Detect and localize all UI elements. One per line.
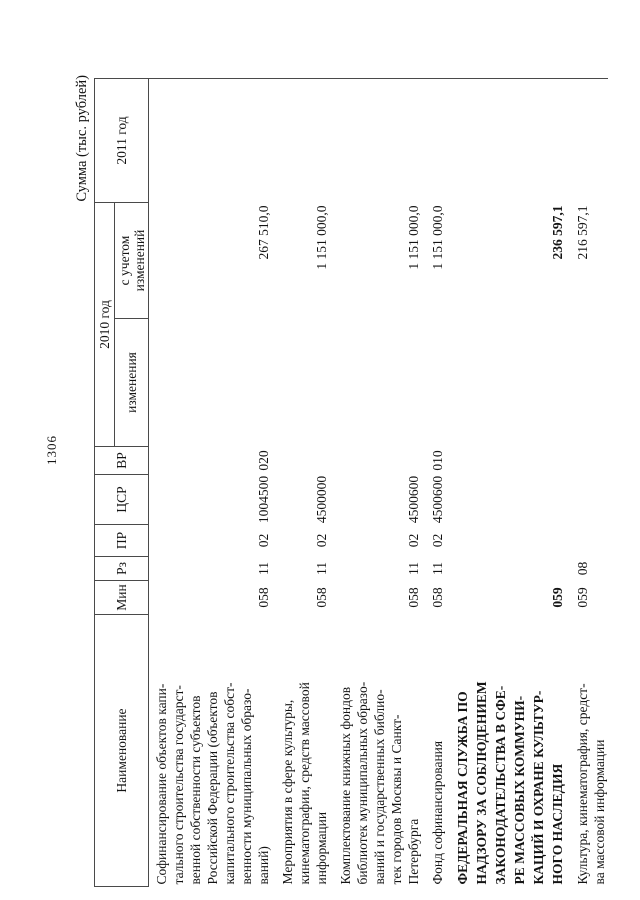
cell-csr [567,475,608,525]
col-header-rz: Рз [95,557,149,581]
cell-with-changes: 236 597,1 [550,205,565,260]
table-header [95,79,149,887]
cell-year-2011 [272,79,330,203]
col-header-csr: ЦСР [95,475,149,525]
cell-changes [330,319,422,447]
cell-vr [446,447,567,475]
cell-year-2011 [330,79,422,203]
cell-csr: 4500600 [406,475,421,524]
col-header-pr: ПР [95,525,149,557]
table-row [330,79,422,887]
cell-min: 059 [575,587,590,608]
cell-min: 058 [256,587,271,608]
cell-rz [446,557,567,581]
col-header-name: Наименование [95,615,149,887]
table-row [446,79,567,887]
cell-changes [567,319,608,447]
cell-min: 058 [406,587,421,608]
cell-with-changes: 1 151 000,0 [430,205,445,270]
cell-rz: 08 [575,561,590,576]
cell-with-changes: 1 151 000,0 [314,205,329,270]
cell-changes [422,319,446,447]
col-header-with-changes: с учетом изменений [115,203,149,319]
page-number: 1306 [44,435,59,465]
cell-vr [272,447,330,475]
cell-csr: 4500600 [430,475,445,524]
col-header-year-2010: 2010 год [95,203,115,447]
cell-min: 059 [550,587,565,608]
cell-rz: 11 [256,562,271,575]
row-name: ФЕДЕРАЛЬНАЯ СЛУЖБА ПО НАДЗОРУ ЗА СОБЛЮДЕНИЕМ ЗАКОНОДАТЕЛЬСТВА В СФЕ- РЕ МАССОВЫХ КОММУНИ- КАЦИЙ И ОХРАНЕ КУЛЬТУР- НОГО НАСЛЕДИЯ [455,681,565,885]
table-row [272,79,330,887]
table-row [149,79,273,887]
col-header-year-2011: 2011 год [95,79,149,203]
budget-table [94,78,608,887]
row-name: Комплектование книжных фондов библиотек муниципальных образо- ваний и государственных библио- тек городов Москвы и Санкт- Петербурга [338,681,421,885]
cell-pr: 02 [430,533,445,548]
cell-year-2011 [149,79,273,203]
row-name: Культура, кинематография, средст- ва массовой информации [575,683,607,885]
cell-rz: 11 [430,562,445,575]
cell-csr: 4500000 [314,475,329,524]
cell-min: 058 [314,587,329,608]
cell-changes [446,319,567,447]
cell-pr: 02 [314,533,329,548]
cell-vr: 020 [256,450,271,471]
cell-with-changes: 216 597,1 [575,205,590,260]
cell-pr [446,525,567,557]
cell-pr: 02 [256,533,271,548]
cell-year-2011 [422,79,446,203]
row-name: Фонд софинансирования [430,740,445,885]
row-name: Мероприятия в сфере культуры, кинематографии, средств массовой информации [280,682,329,885]
cell-rz: 11 [406,562,421,575]
cell-csr: 1004500 [256,475,271,524]
cell-vr [330,447,422,475]
units-label: Сумма (тыс. рублей) [74,75,90,202]
row-name: Софинансирование объектов капи- тального строительства государст- венной собственности субъектов Российской Федерации (объектов капитального строительства собст- венности муниципальных образо- ваний) [154,682,271,885]
cell-with-changes: 267 510,0 [256,205,271,260]
cell-changes [149,319,273,447]
cell-rz: 11 [314,562,329,575]
col-header-changes: изменения [115,319,149,447]
cell-pr [567,525,608,557]
cell-pr: 02 [406,533,421,548]
cell-vr: 010 [430,450,445,471]
cell-min: 058 [430,587,445,608]
table-row [567,79,608,887]
cell-csr [446,475,567,525]
col-header-min: Мин [95,581,149,615]
cell-year-2011 [567,79,608,203]
table-body [149,79,609,887]
cell-vr [567,447,608,475]
cell-with-changes: 1 151 000,0 [406,205,421,270]
cell-year-2011 [446,79,567,203]
col-header-vr: ВР [95,447,149,475]
table-row [422,79,446,887]
cell-changes [272,319,330,447]
